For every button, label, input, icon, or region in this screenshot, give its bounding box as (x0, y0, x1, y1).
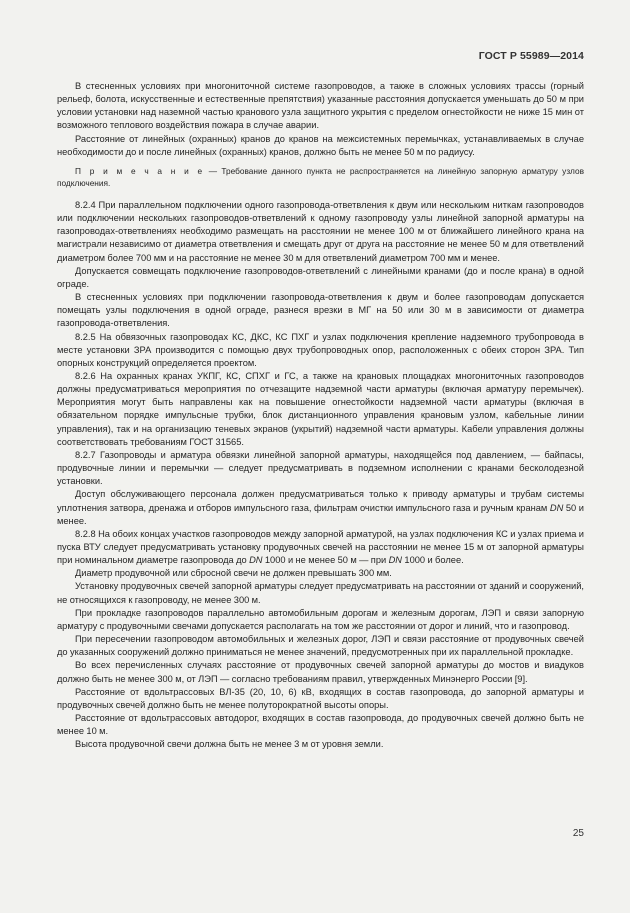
paragraph: Во всех перечисленных случаях расстояние от продувочных свечей запорной арматуры до мостов и виадуков должно быть не менее 300 м, от ЛЭП — согласно требованиям правил, утвержденных Минэнерго России [9]. (57, 660, 584, 684)
paragraph: В стесненных условиях при многониточной системе газопроводов, а также в сложных условиях трассы (горный рельеф, болота, искусственные и естественные препятствия) указанные расстояния допускается уменьшать до 50 м при условии установки над наземной частью кранового узла защитного укрытия с пределом огнестойкости не ниже 15 мин от возможного теплового воздействия пожара в случае аварии. (57, 81, 584, 131)
paragraph: В стесненных условиях при подключении газопровода-ответвления к двум и более газопроводам допускается помещать узлы подключения в одной ограде, разнеся врезки в МГ на 50 или 30 м в зависимости от диаметра газопровода-ответвления. (57, 292, 584, 329)
paragraph: 8.2.4 При параллельном подключении одного газопровода-ответвления к двум или нескольким ниткам газопроводов или подключении нескольких газопроводов-ответвлений к одному газопроводу узлы линейной запорной арматуры на газопроводах-ответвлениях необходимо размещать на расстоянии не менее 100 м от ближайшего линейного крана на магистрали независимо от диаметра ответвления и смещать друг от друга на расстояние не менее 50 м для ответвлений диаметром более 700 мм и на расстояние не менее 30 м для ответвлений диаметром 700 мм и менее. (57, 199, 584, 263)
paragraph: Расстояние от вдольтрассовых ВЛ-35 (20, 10, 6) кВ, входящих в состав газопровода, до запорной арматуры и продувочных свечей должно быть не менее полуторократной высоты опоры. (57, 686, 584, 710)
note-text: — Требование данного пункта не распространяется на линейную запорную арматуру узлов подключения. (57, 165, 584, 189)
page-number: 25 (572, 828, 584, 839)
paragraph: 8.2.7 Газопроводы и арматура обвязки линейной запорной арматуры, находящейся под давлением, — байпасы, продувочные линии и перемычки — следует предусматривать в подземном исполнении с кранами бесколодезной установки. (57, 449, 584, 487)
paragraph-dn: Доступ обслуживающего персонала должен предусматриваться только к приводу арматуры и трубам системы уплотнения затвора, дренажа и отборов импульсного газа, фильтрам очистки импульсного газа и ручным кранам DN 50 и менее. (57, 489, 584, 526)
paragraph: Допускается совмещать подключение газопроводов-ответвлений с линейными кранами (до и после крана) в одной ограде. (57, 265, 584, 289)
note-label: П р и м е ч а н и е (75, 165, 205, 176)
paragraph: Установку продувочных свечей запорной арматуры следует предусматривать на расстоянии от зданий и сооружений, не относящихся к газопроводу, не менее 300 м. (57, 581, 584, 605)
standard-header: ГОСТ Р 55989—2014 (478, 50, 584, 62)
note (57, 165, 584, 190)
paragraph: Высота продувочной свечи должна быть не менее 3 м от уровня земли. (75, 739, 384, 750)
paragraph: При пересечении газопроводом автомобильных и железных дорог, ЛЭП и связи расстояние от продувочных свечей до указанных сооружений должно приниматься не менее значений, предусмотренных при их параллельной прокладке. (57, 634, 584, 658)
paragraph: Расстояние от вдольтрассовых автодорог, входящих в состав газопровода, до продувочных свечей должно быть не менее 10 м. (57, 713, 584, 737)
paragraph: 8.2.5 На обвязочных газопроводах КС, ДКС, КС ПХГ и узлах подключения крепление надземного трубопровода в месте установки ЗРА производится с помощью двух трубопроводных опор, расположенных с обеих сторон ЗРА. Тип опорных конструкций определяется проектом. (57, 331, 584, 368)
document-body (57, 80, 584, 752)
paragraph: Расстояние от линейных (охранных) кранов до кранов на межсистемных перемычках, устанавливаемых в случае необходимости до и после линейных (охранных) кранов, должно быть не менее 50 м по радиусу. (57, 133, 584, 157)
paragraph: 8.2.6 На охранных кранах УКПГ, КС, СПХГ и ГС, а также на крановых площадках многониточных газопроводов должны предусматриваться мероприятия по отчезащите надземной части арматуры (включая арматуру перемычек). Мероприятия могут быть направлены как на повышение огнестойкости надземной части арматуры (включая в обязательном порядке импульсные трубки, блок дистанционного управления крановым узлом, кабельные линии управления), так и на организацию теневых экранов (укрытий) надземной части арматуры. Кабели управления должны соответствовать требованиям ГОСТ 31565. (57, 370, 584, 447)
paragraph: Диаметр продувочной или сбросной свечи не должен превышать 300 мм. (75, 568, 392, 579)
paragraph: При прокладке газопроводов параллельно автомобильным дорогам и железным дорогам, ЛЭП и связи запорную арматуру с продувочными свечами допускается располагать на том же расстоянии от дорог и линий, что и газопровод. (57, 607, 584, 631)
paragraph-dn: 8.2.8 На обоих концах участков газопроводов между запорной арматурой, на узлах подключения КС и узлах приема и пуска ВТУ следует предусматривать установку продувочных свечей на расстоянии не менее 15 м от запорной арматуры при номинальном диаметре газопровода до DN 1000 и не менее 50 м — при DN 1000 и более. (57, 528, 584, 566)
